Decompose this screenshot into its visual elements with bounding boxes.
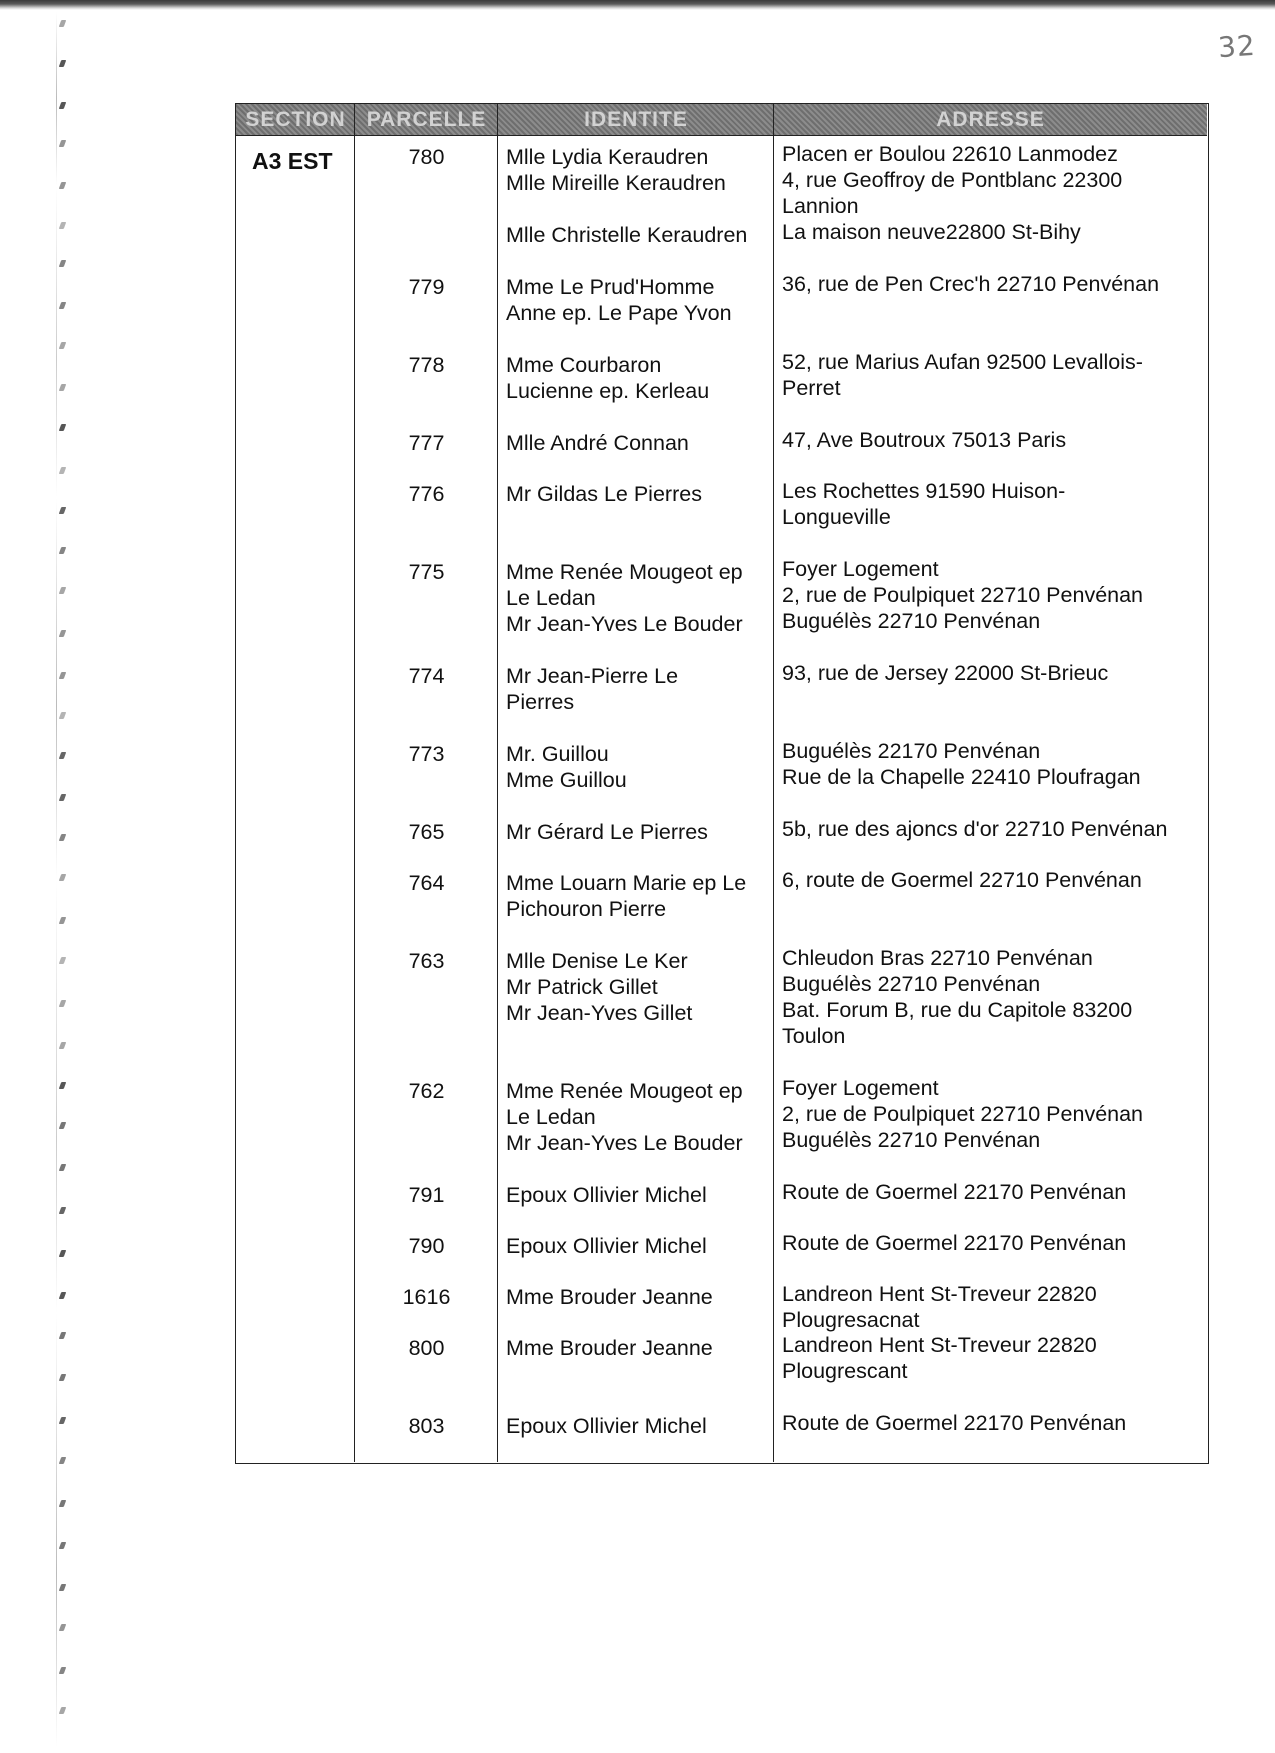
owner-name-line: Mme Courbaron <box>506 353 662 377</box>
owner-name-line: Mlle Lydia Keraudren <box>506 145 709 169</box>
address-line: Buguélès 22710 Penvénan <box>782 609 1041 633</box>
binding-mark <box>59 1542 67 1549</box>
binding-mark <box>59 222 67 229</box>
address-line: 36, rue de Pen Crec'h 22710 Penvénan <box>782 272 1160 296</box>
owner-name-line: Mme Brouder Jeanne <box>506 1285 713 1309</box>
owner-address <box>782 1230 1207 1256</box>
binding-mark <box>59 1667 67 1674</box>
section-value: A3 EST <box>252 148 333 174</box>
address-line: Longueville <box>782 505 891 529</box>
binding-mark <box>59 587 67 594</box>
address-line: 2, rue de Poulpiquet 22710 Penvénan <box>782 583 1144 607</box>
owner-identity <box>506 819 776 845</box>
owner-address <box>782 1410 1207 1436</box>
address-line: Foyer Logement <box>782 557 939 581</box>
owner-address <box>782 1332 1207 1384</box>
address-line: 2, rue de Poulpiquet 22710 Penvénan <box>782 1102 1144 1126</box>
owner-name-line: Mme Guillou <box>506 768 627 792</box>
owner-identity <box>506 481 776 507</box>
owner-identity <box>506 1413 776 1439</box>
owner-address <box>782 945 1207 1049</box>
owner-name-line: Epoux Ollivier Michel <box>506 1234 707 1258</box>
parcel-number: 778 <box>408 353 445 377</box>
address-line: Route de Goermel 22170 Penvénan <box>782 1231 1127 1255</box>
binding-mark <box>59 752 67 759</box>
owner-name-line: Mr. Guillou <box>506 742 609 766</box>
owner-address <box>782 1281 1207 1333</box>
owner-identity <box>506 144 776 248</box>
binding-mark <box>59 672 67 679</box>
binding-mark <box>59 20 67 27</box>
parcel-owner-table <box>235 103 1209 1464</box>
owner-name-line: Mr Patrick Gillet <box>506 975 658 999</box>
owner-name-line: Mme Le Prud'Homme <box>506 275 715 299</box>
address-line: 52, rue Marius Aufan 92500 Levallois- <box>782 350 1143 374</box>
owner-identity <box>506 741 776 793</box>
parcel-number: 774 <box>408 664 445 688</box>
owner-identity <box>506 948 776 1026</box>
owner-name-line: Mlle André Connan <box>506 431 689 455</box>
binding-edge-line <box>56 12 57 1747</box>
binding-mark <box>59 507 67 514</box>
parcel-number: 779 <box>408 275 445 299</box>
address-line: 47, Ave Boutroux 75013 Paris <box>782 428 1067 452</box>
owner-address <box>782 427 1207 453</box>
address-line: Plougrescant <box>782 1359 908 1383</box>
owner-name-line: Epoux Ollivier Michel <box>506 1183 707 1207</box>
binding-mark <box>59 384 67 391</box>
binding-mark <box>59 917 67 924</box>
address-line: Landreon Hent St-Treveur 22820 <box>782 1333 1097 1357</box>
binding-mark <box>59 834 67 841</box>
binding-mark <box>59 102 67 109</box>
parcel-number: 762 <box>408 1079 445 1103</box>
address-line: Route de Goermel 22170 Penvénan <box>782 1180 1127 1204</box>
owner-address <box>782 349 1207 401</box>
owner-identity <box>506 1182 776 1208</box>
owner-name-line: Mr Jean-Yves Gillet <box>506 1001 693 1025</box>
binding-mark <box>59 630 67 637</box>
binding-mark <box>59 1122 67 1129</box>
binding-mark <box>59 1584 67 1591</box>
parcel-number: 763 <box>408 949 445 973</box>
owner-name-line: Mlle Mireille Keraudren <box>506 171 726 195</box>
binding-mark <box>59 1332 67 1339</box>
parcel-number: 765 <box>408 820 445 844</box>
owner-address <box>782 141 1207 245</box>
header-address: ADRESSE <box>936 108 1045 131</box>
header-section: SECTION <box>245 108 346 131</box>
parcel-number: 803 <box>408 1414 445 1438</box>
binding-mark <box>59 1624 67 1631</box>
owner-identity <box>506 1078 776 1156</box>
binding-mark <box>59 1000 67 1007</box>
owner-identity <box>506 1233 776 1259</box>
binding-hole-strip <box>52 12 74 1747</box>
address-line: 5b, rue des ajoncs d'or 22710 Penvénan <box>782 817 1168 841</box>
binding-mark <box>59 1082 67 1089</box>
page-number: 32 <box>1216 28 1257 65</box>
address-line: Bat. Forum B, rue du Capitole 83200 <box>782 998 1133 1022</box>
address-line: Perret <box>782 376 841 400</box>
address-line: Buguélès 22710 Penvénan <box>782 972 1041 996</box>
address-line: Chleudon Bras 22710 Penvénan <box>782 946 1093 970</box>
parcel-number: 773 <box>408 742 445 766</box>
binding-mark <box>59 794 67 801</box>
owner-name-line: Mr Jean-Yves Le Bouder <box>506 1131 743 1155</box>
owner-address <box>782 1179 1207 1205</box>
address-line: Route de Goermel 22170 Penvénan <box>782 1411 1127 1435</box>
address-line: Landreon Hent St-Treveur 22820 <box>782 1282 1097 1306</box>
address-line: Buguélès 22170 Penvénan <box>782 739 1041 763</box>
parcel-number: 780 <box>408 145 445 169</box>
owner-name-line: Mr Jean-Yves Le Bouder <box>506 612 743 636</box>
binding-mark <box>59 182 67 189</box>
owner-identity <box>506 870 776 922</box>
owner-name-line: Mme Renée Mougeot ep <box>506 560 743 584</box>
binding-mark <box>59 302 67 309</box>
binding-mark <box>59 1417 67 1424</box>
owner-name-line: Epoux Ollivier Michel <box>506 1414 707 1438</box>
binding-mark <box>59 957 67 964</box>
binding-mark <box>59 1374 67 1381</box>
owner-address <box>782 478 1207 530</box>
address-line: Toulon <box>782 1024 846 1048</box>
owner-name-line: Mr Jean-Pierre Le <box>506 664 679 688</box>
owner-address <box>782 271 1207 297</box>
owner-identity <box>506 274 776 326</box>
header-parcel: PARCELLE <box>366 108 487 131</box>
owner-address <box>782 1075 1207 1153</box>
owner-name-line: Mme Brouder Jeanne <box>506 1336 713 1360</box>
binding-mark <box>59 1292 67 1299</box>
binding-mark <box>59 1457 67 1464</box>
owner-identity <box>506 1335 776 1361</box>
address-line: Placen er Boulou 22610 Lanmodez <box>782 142 1118 166</box>
parcel-number: 777 <box>408 431 445 455</box>
address-line: Buguélès 22710 Penvénan <box>782 1128 1041 1152</box>
parcel-number: 790 <box>408 1234 445 1258</box>
owner-name-line: Mme Louarn Marie ep Le <box>506 871 747 895</box>
owner-identity <box>506 430 776 456</box>
address-line: Foyer Logement <box>782 1076 939 1100</box>
owner-name-line: Mr Gérard Le Pierres <box>506 820 708 844</box>
binding-mark <box>59 260 67 267</box>
owner-identity <box>506 352 776 404</box>
owner-address <box>782 660 1207 686</box>
binding-mark <box>59 874 67 881</box>
owner-identity <box>506 559 776 637</box>
owner-name-line: Mme Renée Mougeot ep <box>506 1079 743 1103</box>
binding-mark <box>59 1207 67 1214</box>
owner-address <box>782 816 1207 842</box>
address-line: 93, rue de Jersey 22000 St-Brieuc <box>782 661 1109 685</box>
owner-identity <box>506 1284 776 1310</box>
owner-identity <box>506 663 776 715</box>
parcel-number: 1616 <box>402 1285 451 1309</box>
parcel-number: 775 <box>408 560 445 584</box>
address-line: Plougresacnat <box>782 1308 920 1332</box>
parcel-number: 764 <box>408 871 445 895</box>
address-line: Rue de la Chapelle 22410 Ploufragan <box>782 765 1141 789</box>
address-line: Lannion <box>782 194 859 218</box>
binding-mark <box>59 1707 67 1714</box>
owner-name-line: Lucienne ep. Kerleau <box>506 379 710 403</box>
owner-name-line: Le Ledan <box>506 586 596 610</box>
address-line: Les Rochettes 91590 Huison- <box>782 479 1066 503</box>
binding-mark <box>59 467 67 474</box>
table-body <box>236 104 1207 1462</box>
scan-top-edge <box>0 0 1275 10</box>
parcel-number: 800 <box>408 1336 445 1360</box>
owner-name-line: Anne ep. Le Pape Yvon <box>506 301 732 325</box>
binding-mark <box>59 1500 67 1507</box>
binding-mark <box>59 547 67 554</box>
owner-address <box>782 867 1207 893</box>
owner-address <box>782 556 1207 634</box>
owner-address <box>782 738 1207 790</box>
binding-mark <box>59 140 67 147</box>
owner-name-line: Le Ledan <box>506 1105 596 1129</box>
binding-mark <box>59 342 67 349</box>
binding-mark <box>59 60 67 67</box>
parcel-number: 776 <box>408 482 445 506</box>
binding-mark <box>59 1250 67 1257</box>
binding-mark <box>59 1042 67 1049</box>
address-line: 6, route de Goermel 22710 Penvénan <box>782 868 1142 892</box>
binding-mark <box>59 1164 67 1171</box>
address-line: La maison neuve22800 St-Bihy <box>782 220 1081 244</box>
address-line: 4, rue Geoffroy de Pontblanc 22300 <box>782 168 1123 192</box>
owner-name-line: Mr Gildas Le Pierres <box>506 482 702 506</box>
owner-name-line: Pierres <box>506 690 575 714</box>
header-identity: IDENTITE <box>584 108 688 131</box>
owner-name-line: Mlle Christelle Keraudren <box>506 223 748 247</box>
binding-mark <box>59 712 67 719</box>
owner-name-line: Pichouron Pierre <box>506 897 667 921</box>
owner-name-line: Mlle Denise Le Ker <box>506 949 688 973</box>
binding-mark <box>59 424 67 431</box>
parcel-number: 791 <box>408 1183 445 1207</box>
